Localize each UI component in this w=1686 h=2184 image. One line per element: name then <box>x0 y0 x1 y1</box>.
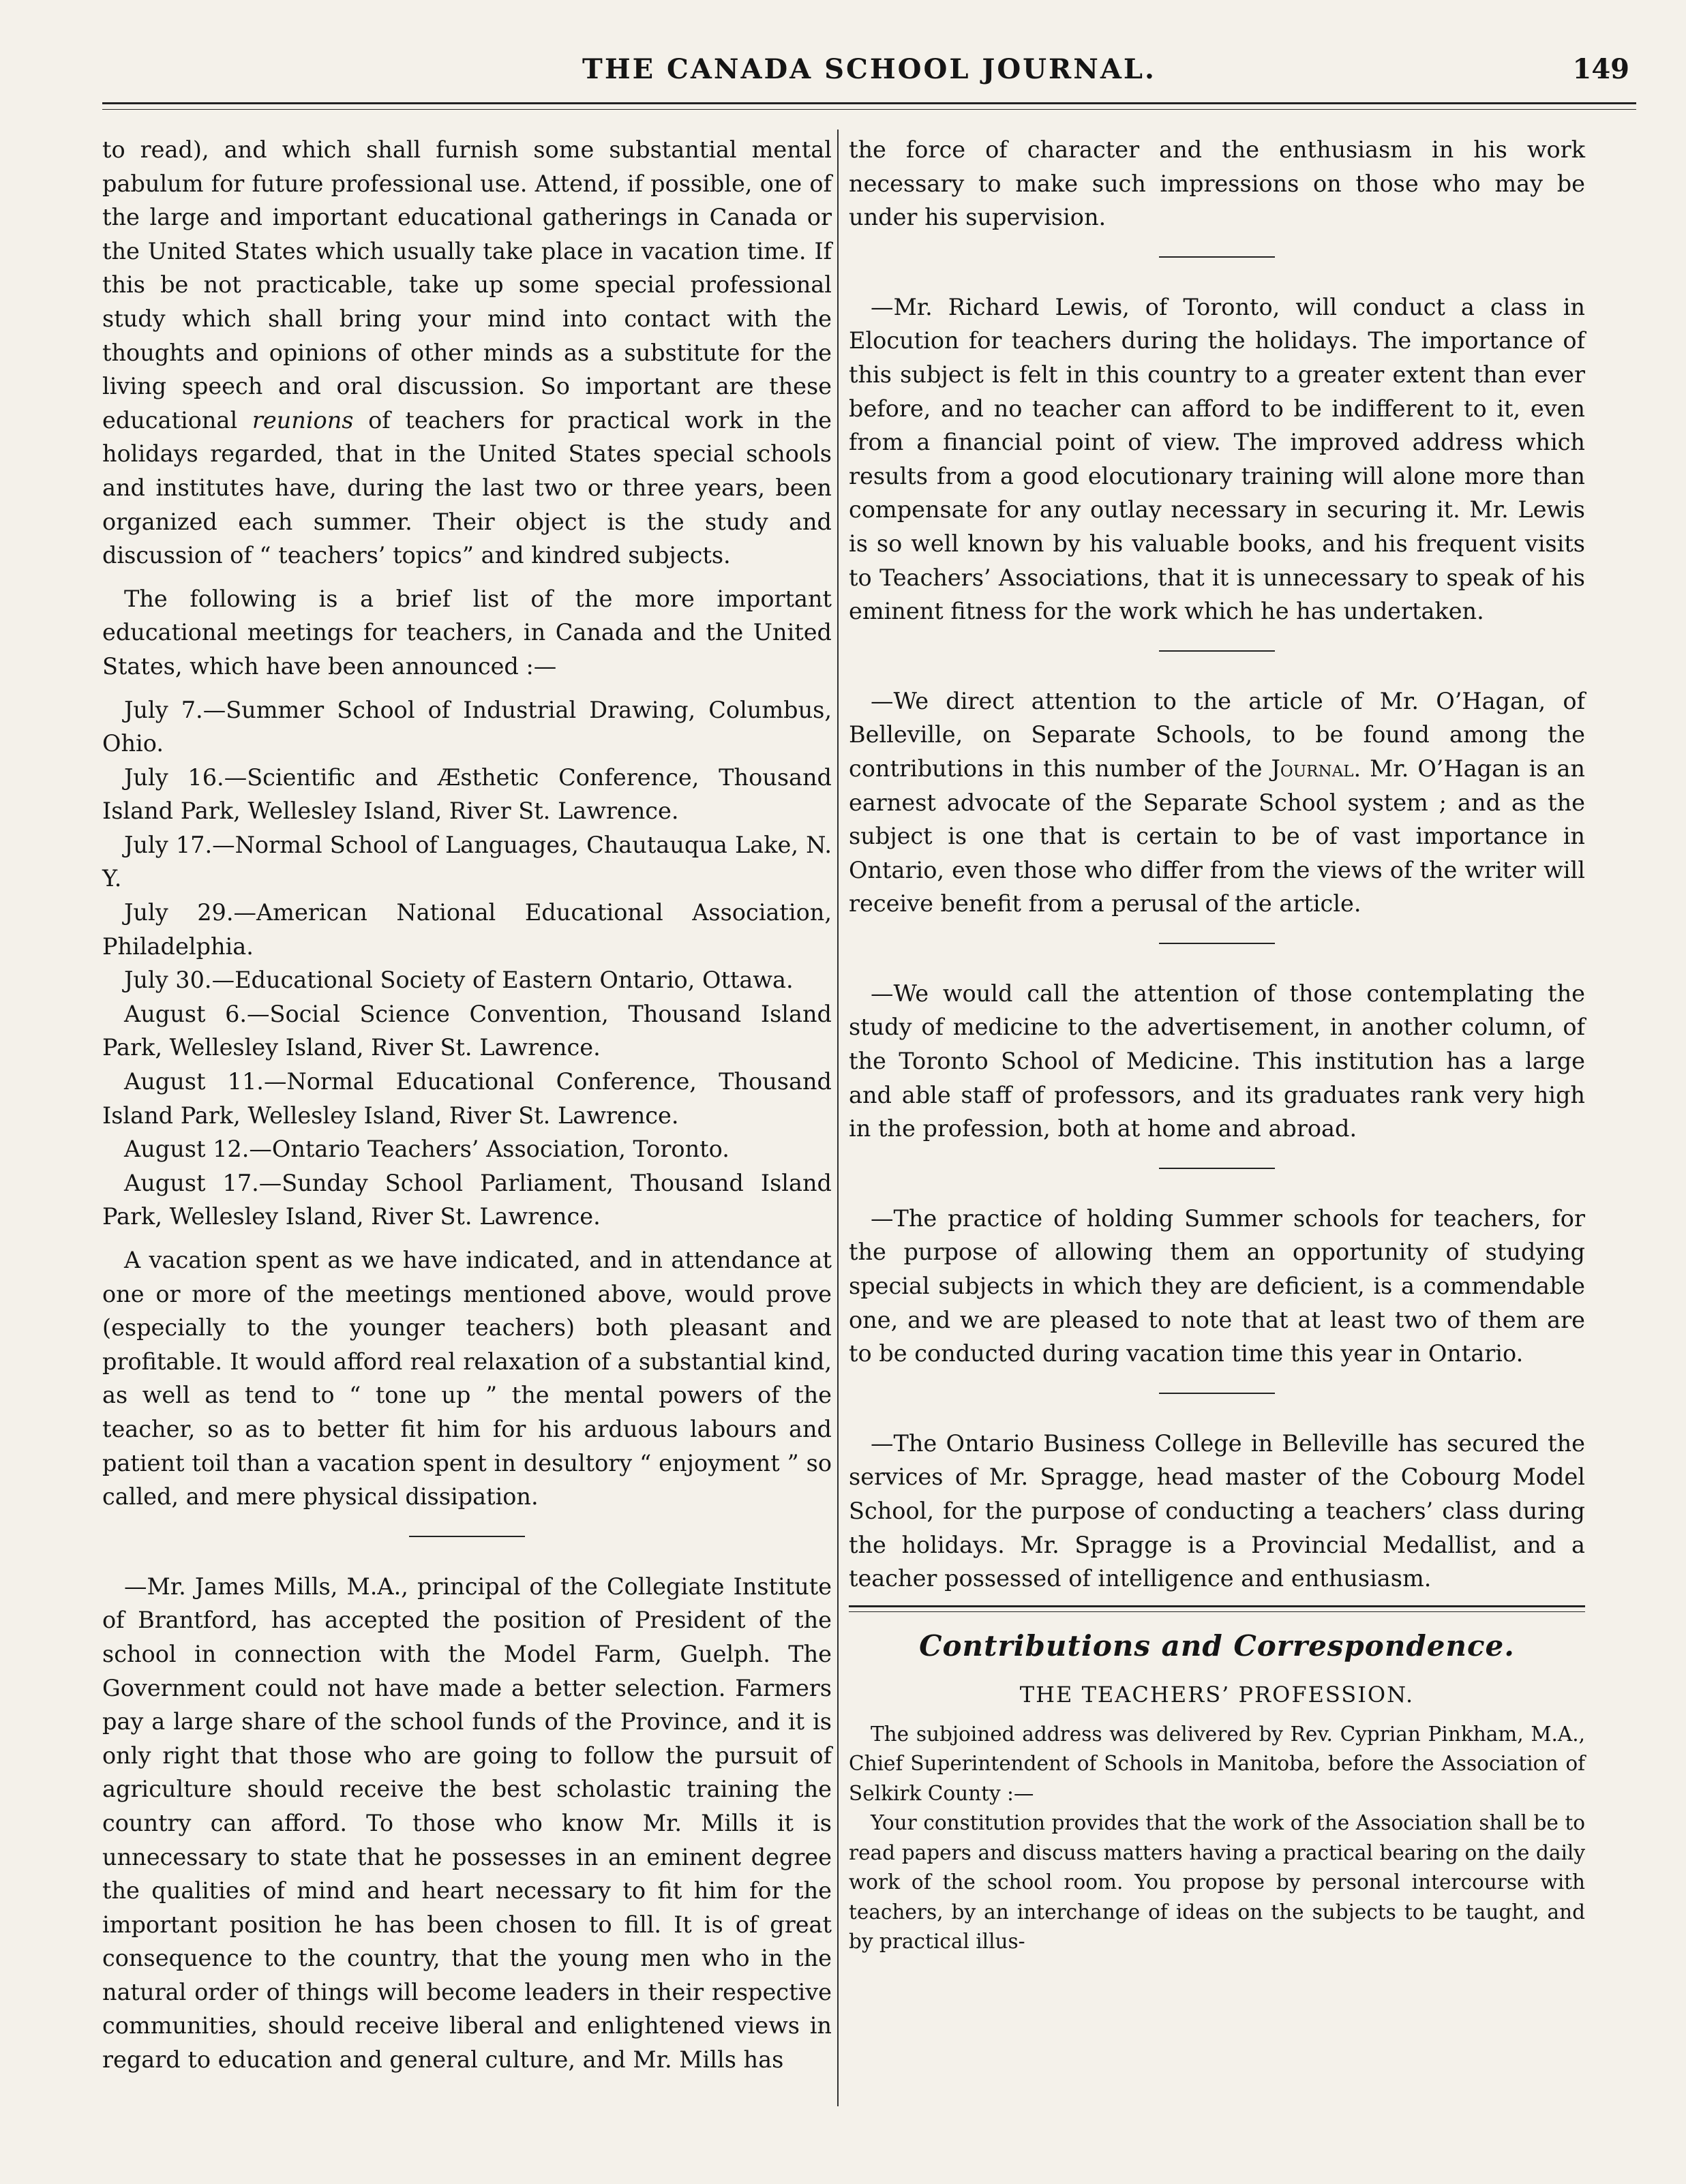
right-column <box>849 133 1585 1957</box>
left-column <box>102 133 832 2077</box>
paragraph: —Mr. James Mills, M.A., principal of the Collegiate Institute of Brantford, has accepted the position of President of the school in connection with the Model Farm, Guelph. The Government could not have made a better selection. Farmers pay a large share of the school funds of the Province, and it is only right that those who are going to follow the pursuit of agriculture should receive the best scholastic training the country can afford. To those who know Mr. Mills it is unnecessary to state that he possesses in an eminent degree the qualities of mind and heart necessary to fit him for the important position he has been chosen to fill. It is of great consequence to the country, that the young men who in the natural order of things will become leaders in their respective communities, should receive liberal and enlightened views in regard to education and general culture, and Mr. Mills has <box>102 1573 832 2074</box>
section-separator <box>1159 1168 1275 1169</box>
section-separator <box>1159 256 1275 258</box>
running-head <box>102 53 1636 94</box>
article-title: THE TEACHERS’ PROFESSION. <box>1019 1681 1415 1708</box>
section-separator <box>409 1536 525 1537</box>
paragraph: Your constitution provides that the work of the Association shall be to read papers and discuss matters having a practical bearing on the daily work of the school room. You propose by personal intercourse with teachers, by an interchange of ideas on the subjects to be taught, and by practical illus- <box>849 1811 1585 1954</box>
paragraph: the force of character and the enthusiasm in his work necessary to make such impressions on those who may be under his supervision. <box>849 136 1585 231</box>
section-separator <box>1159 650 1275 652</box>
page-number: 149 <box>1572 53 1629 85</box>
paragraph: A vacation spent as we have indicated, and in attendance at one or more of the meetings mentioned above, would prove (especially to the younger teachers) both pleasant and profitable. It would afford real relaxation of a substantial kind, as well as tend to “ tone up ” the mental powers of the teacher, so as to better fit him for his arduous labours and patient toil than a vacation spent in desultory “ enjoyment ” so called, and mere physical dissipation. <box>102 1247 832 1511</box>
section-heading: Contributions and Correspondence. <box>919 1628 1515 1663</box>
header-rule <box>102 102 1636 104</box>
section-rule-thin <box>849 1611 1585 1612</box>
section-separator <box>1159 943 1275 944</box>
event-item: August 6.—Social Science Convention, Thousand Island Park, Wellesley Island, River St. Lawrence. <box>102 1000 832 1061</box>
event-item: July 30.—Educational Society of Eastern Ontario, Ottawa. <box>124 967 794 994</box>
event-item: August 17.—Sunday School Parliament, Thousand Island Park, Wellesley Island, River St. Lawrence. <box>102 1169 832 1230</box>
paragraph: —The practice of holding Summer schools for teachers, for the purpose of allowing them an opportunity of studying special subjects in which they are deficient, is a commendable one, and we are pleased to note that at least two of them are to be conducted during vacation time this year in Ontario. <box>849 1204 1585 1367</box>
event-item: July 29.—American National Educational Association, Philadelphia. <box>102 899 832 960</box>
paragraph: The following is a brief list of the more important educational meetings for teachers, in Canada and the United States, which have been announced :— <box>102 585 832 680</box>
column-divider <box>837 130 839 2106</box>
event-item: July 7.—Summer School of Industrial Drawing, Columbus, Ohio. <box>102 696 832 757</box>
paragraph: to read), and which shall furnish some substantial mental pabulum for future professional use. Attend, if possible, one of the large and important educational gatherings in Canada or the United States which usually take place in vacation time. If this be not practicable, take up some special professional study which shall bring your mind into contact with the thoughts and opinions of other minds as a substitute for the living speech and oral discussion. So important are these educational reunions of teachers for practical work in the holidays regarded, that in the United States special schools and institutes have, during the last two or three years, been organized each summer. Their object is the study and discussion of “ teachers’ topics” and kindred subjects. <box>102 136 832 569</box>
paragraph: —The Ontario Business College in Belleville has secured the services of Mr. Spragge, head master of the Cobourg Model School, for the purpose of conducting a teachers’ class during the holidays. Mr. Spragge is a Provincial Medallist, and a teacher possessed of intelligence and enthusiasm. <box>849 1429 1585 1592</box>
event-item: July 17.—Normal School of Languages, Chautauqua Lake, N. Y. <box>102 831 832 892</box>
header-rule-thin <box>102 109 1636 110</box>
paragraph: —Mr. Richard Lewis, of Toronto, will conduct a class in Elocution for teachers during the holidays. The importance of this subject is felt in this country to a greater extent than ever before, and no teacher can afford to be indifferent to it, even from a financial point of view. The improved address which results from a good elocutionary training will alone more than compensate for any outlay necessary in securing it. Mr. Lewis is so well known by his valuable books, and his frequent visits to Teachers’ Associations, that it is unnecessary to speak of his eminent fitness for the work which he has undertaken. <box>849 293 1585 625</box>
event-item: July 16.—Scientific and Æsthetic Conference, Thousand Island Park, Wellesley Island, River St. Lawrence. <box>102 763 832 825</box>
section-rule <box>849 1605 1585 1607</box>
paragraph: —We direct attention to the article of Mr. O’Hagan, of Belleville, on Separate Schools, to be found among the contributions in this number of the Journal. Mr. O’Hagan is an earnest advocate of the Separate School system ; and as the subject is one that is certain to be of vast importance in Ontario, even those who differ from the views of the writer will receive benefit from a perusal of the article. <box>849 687 1585 917</box>
event-item: August 12.—Ontario Teachers’ Association, Toronto. <box>124 1136 729 1163</box>
paragraph: —We would call the attention of those contemplating the study of medicine to the advertisement, in another column, of the Toronto School of Medicine. This institution has a large and able staff of professors, and its graduates rank very high in the profession, both at home and abroad. <box>849 980 1585 1142</box>
paragraph: The subjoined address was delivered by Rev. Cyprian Pinkham, M.A., Chief Superintendent of Schools in Manitoba, before the Association of Selkirk County :— <box>849 1722 1585 1805</box>
event-item: August 11.—Normal Educational Conference, Thousand Island Park, Wellesley Island, River St. Lawrence. <box>102 1068 832 1129</box>
running-title: THE CANADA SCHOOL JOURNAL. <box>582 53 1156 85</box>
section-separator <box>1159 1393 1275 1394</box>
